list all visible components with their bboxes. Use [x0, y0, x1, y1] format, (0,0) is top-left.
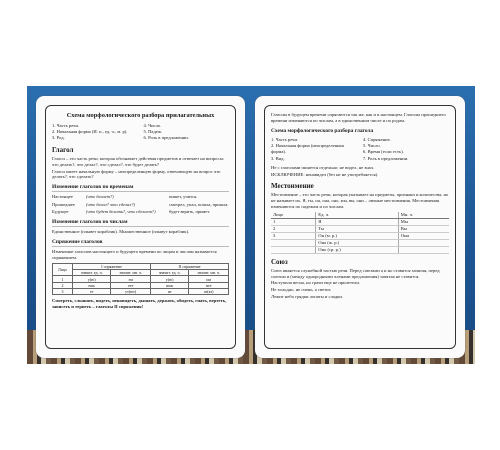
table-row: 1 у(ю) ем у(ю) им [53, 276, 229, 282]
table-row: 2 Ты Вы [271, 225, 449, 232]
verb-initial-form: Глагол имеет начальную форму – неопределенную форму, отвечающую на вопрос что делать?, что сделать? [52, 168, 221, 180]
verb-heading: Глагол [52, 145, 74, 154]
numbers-text: Единственное (плывет кораблик). Множественное (плывут кораблик). [52, 228, 190, 234]
table-row: 1 Я Мы [271, 218, 449, 225]
scheme-item: 7. Роль в предложении. [363, 155, 409, 161]
table-row: 3 Он (м. р.) Они [271, 232, 449, 239]
second-conjugation-note: Смотреть, слышать, видеть, ненавидеть, дышать, держать, обидеть, гнать, вертеть, зависеть и терпеть – глаголы II спряжения! [52, 298, 227, 310]
adjective-scheme-title: Схема морфологического разбора прилагательных [66, 112, 215, 119]
scheme-item: 3. Род. [52, 135, 65, 141]
tense-row: Будущее (что будет делать?, что сделает?) будет верить, примет. [52, 208, 211, 214]
scheme-item: 6. Время (если есть). [363, 149, 404, 155]
scheme-item: 1. Часть речи. [271, 136, 299, 142]
ne-exception: ИСКЛЮЧЕНИЕ: ненавидел (без не не употребляется). [271, 171, 379, 177]
left-page [36, 96, 245, 358]
scheme-item: 1. Часть речи. [52, 123, 80, 128]
pronoun-table: Лицо Ед. ч. Мн. ч. 1 Я Мы 2 Ты Вы 3 Он (м. р.) Они Она (ж. р.) Оно (ср. р.) [271, 212, 449, 254]
left-page-frame [45, 105, 236, 349]
scheme-item: 2. Начальная форма (неопределенная форма). [271, 143, 344, 155]
union-example: Не холодно, не очень, а светит. [271, 287, 332, 293]
tenses-heading: Изменение глаголов по временам [52, 184, 229, 192]
tense-row: Настоящее (что делает?) пишет, учится. [52, 194, 198, 200]
pronoun-definition: Местоимение – это часть речи, которая указывает на предметы, признаки и количества, но не называет их. Я, ты, он, она, оно, мы, вы, они – личные местоимения. Местоимения изменяются по падежам и по числам. [271, 191, 449, 209]
pronoun-heading: Местоимение [271, 181, 314, 190]
ne-rule: Не с глаголами пишется отдельно: не видел, не знал. [271, 164, 375, 170]
scheme-item: 3. Вид. [271, 155, 285, 161]
verb-scheme-title: Схема морфологического разбора глагола [271, 127, 374, 134]
conjugation-table: Лицо I спряжение II спряжение значит. ед. ч. значит. мн. ч. значит. ед. ч. значит. мн. ч. 1 у(ю) ем у(ю) им 2 ешь ете ишь ите 3 ет ут(ют) ит ат(ят) [52, 263, 229, 296]
union-example: Наступила весна, но грачи еще не прилетели. [271, 280, 360, 286]
verb-scheme [271, 137, 449, 162]
scheme-item: 4. Число. [143, 123, 162, 128]
conjugation-text: Изменение глаголов настоящего и будущего времени по лицам и числам называется спряжением. [52, 248, 217, 260]
scheme-item: 5. Число. [363, 143, 381, 149]
adjective-scheme [52, 123, 229, 142]
scheme-item: 4. Спряжение. [363, 136, 391, 142]
table-row: Оно (ср. р.) [271, 246, 449, 253]
table-row: 3 ет ут(ют) ит ат(ят) [53, 289, 229, 295]
scheme-item: 6. Роль в предложении. [143, 135, 189, 141]
union-text: Союз является служебной частью речи. Перед союзами а и но ставится запятая, перед союзом и (между однородными членами предложения) запятая не ставится. [271, 267, 440, 279]
table-row: 2 ешь ете ишь ите [53, 282, 229, 288]
right-page-frame [264, 105, 456, 349]
union-heading: Союз [271, 257, 288, 266]
tense-row: Прошедшее (что делал? что сделал?) смотрел, упал, пошла, пришла. [52, 201, 229, 207]
verb-definition: Глагол – это часть речи, которая обозначает действия предметов и отвечает на вопросы: что делать?, что делал?, что сделал?, что будет делать? [52, 155, 224, 167]
scheme-item: 2. Начальная форма (И. п., ед. ч., м. р). [52, 129, 128, 135]
right-page [255, 96, 465, 358]
table-row: Она (ж. р.) [271, 239, 449, 246]
conjugation-heading: Спряжение глаголов [52, 239, 229, 247]
numbers-heading: Изменение глаголов по числам [52, 219, 229, 227]
scheme-item: 5. Падеж. [143, 129, 163, 135]
future-tense-intro: Глаголы в будущем времени спрягаются так же, как и в настоящем. Глаголы прошедшего времени изменяются по числам, а в единственном числе и по родам. [271, 112, 446, 123]
union-example: Лежит небо грядки лопаты и сладки. [271, 294, 344, 300]
